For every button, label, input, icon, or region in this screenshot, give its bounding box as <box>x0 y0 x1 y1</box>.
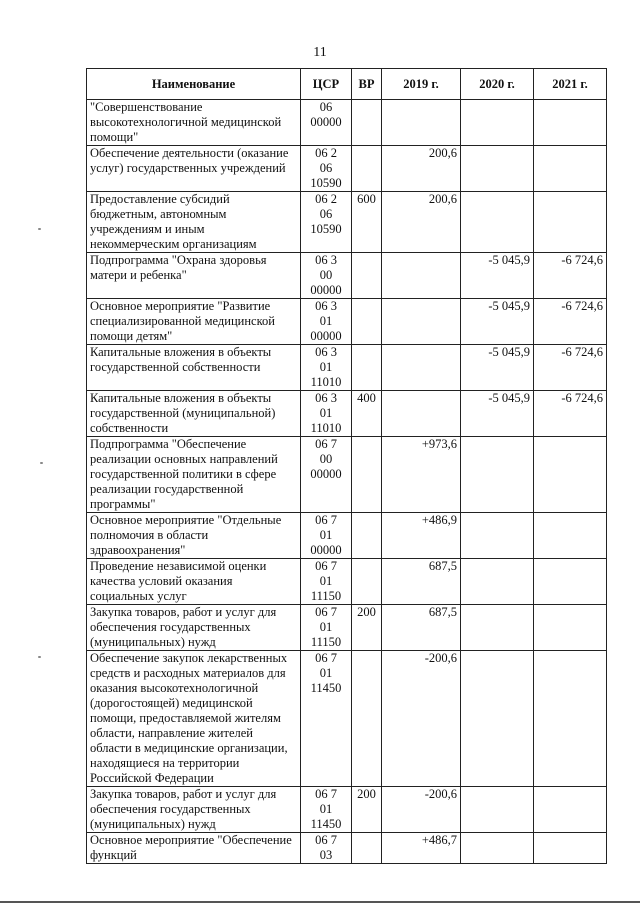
table-row <box>87 787 607 833</box>
csr-code-part: 11150 <box>310 635 342 649</box>
row-csr-cell <box>301 345 352 391</box>
csr-code-part: 01 <box>319 802 333 816</box>
row-2019-cell <box>382 253 461 299</box>
row-2021-cell <box>534 833 607 864</box>
csr-code-part: 06 3 <box>315 391 337 405</box>
header-2021: 2021 г. <box>534 69 607 100</box>
csr-code-part: 06 <box>319 161 333 175</box>
row-2021-cell <box>534 651 607 787</box>
csr-code-part: 01 <box>319 666 333 680</box>
row-2019-cell: 687,5 <box>382 559 461 605</box>
row-csr-cell <box>301 192 352 253</box>
csr-code-part: 06 <box>319 207 333 221</box>
scan-speck <box>38 228 41 230</box>
row-2020-cell <box>461 833 534 864</box>
csr-code-part: 00000 <box>310 115 342 129</box>
csr-code-part: 01 <box>319 620 333 634</box>
row-csr-cell <box>301 391 352 437</box>
row-2021-cell <box>534 605 607 651</box>
row-csr-cell <box>301 787 352 833</box>
csr-code-part: 06 7 <box>315 559 337 573</box>
scan-speck <box>40 462 43 464</box>
row-vr-cell <box>352 513 382 559</box>
table-row <box>87 146 607 192</box>
table-row <box>87 391 607 437</box>
row-2021-cell <box>534 146 607 192</box>
row-2019-cell <box>382 391 461 437</box>
csr-code-part: 11450 <box>310 681 342 695</box>
row-csr-cell <box>301 513 352 559</box>
row-name-cell: Обеспечение деятельности (оказание услуг) государственных учреждений <box>87 146 301 192</box>
row-vr-cell <box>352 345 382 391</box>
row-name-cell: Подпрограмма "Охрана здоровья матери и ребенка" <box>87 253 301 299</box>
row-csr-cell <box>301 100 352 146</box>
row-2021-cell <box>534 787 607 833</box>
csr-code-part: 06 <box>319 100 333 114</box>
table-row <box>87 437 607 513</box>
csr-code-part: 06 3 <box>315 253 337 267</box>
row-2021-cell <box>534 192 607 253</box>
row-name-cell: Проведение независимой оценки качества условий оказания социальных услуг <box>87 559 301 605</box>
row-csr-cell <box>301 605 352 651</box>
csr-code-part: 03 <box>319 848 333 862</box>
table-row <box>87 651 607 787</box>
row-2020-cell <box>461 559 534 605</box>
row-2019-cell: -200,6 <box>382 787 461 833</box>
row-name-cell: Закупка товаров, работ и услуг для обеспечения государственных (муниципальных) нужд <box>87 787 301 833</box>
row-2020-cell: -5 045,9 <box>461 391 534 437</box>
row-csr-cell <box>301 253 352 299</box>
row-name-cell: Основное мероприятие "Обеспечение функций <box>87 833 301 864</box>
scan-speck <box>38 656 41 658</box>
row-vr-cell: 400 <box>352 391 382 437</box>
row-name-cell: Предоставление субсидий бюджетным, автономным учреждениям и иным некоммерческим организациям <box>87 192 301 253</box>
row-2021-cell <box>534 513 607 559</box>
row-2020-cell <box>461 192 534 253</box>
row-2021-cell: -6 724,6 <box>534 391 607 437</box>
row-vr-cell <box>352 299 382 345</box>
csr-code-part: 10590 <box>310 176 342 190</box>
row-vr-cell <box>352 253 382 299</box>
csr-code-part: 11150 <box>310 589 342 603</box>
header-csr: ЦСР <box>301 69 352 100</box>
row-vr-cell <box>352 146 382 192</box>
csr-code-part: 11010 <box>310 375 342 389</box>
row-2020-cell: -5 045,9 <box>461 253 534 299</box>
budget-table <box>86 68 607 864</box>
row-2021-cell <box>534 559 607 605</box>
row-2020-cell: -5 045,9 <box>461 299 534 345</box>
csr-code-part: 06 7 <box>315 651 337 665</box>
csr-code-part: 06 7 <box>315 605 337 619</box>
row-2020-cell <box>461 146 534 192</box>
row-2019-cell: +486,9 <box>382 513 461 559</box>
row-2021-cell: -6 724,6 <box>534 345 607 391</box>
row-2019-cell: 687,5 <box>382 605 461 651</box>
row-2019-cell: 200,6 <box>382 192 461 253</box>
row-csr-cell <box>301 299 352 345</box>
row-vr-cell <box>352 437 382 513</box>
row-2021-cell: -6 724,6 <box>534 299 607 345</box>
row-2020-cell <box>461 651 534 787</box>
row-csr-cell <box>301 146 352 192</box>
row-2020-cell <box>461 605 534 651</box>
csr-code-part: 01 <box>319 360 333 374</box>
row-2020-cell <box>461 787 534 833</box>
row-2019-cell: -200,6 <box>382 651 461 787</box>
csr-code-part: 06 2 <box>315 192 337 206</box>
row-vr-cell <box>352 651 382 787</box>
csr-code-part: 00000 <box>310 283 342 297</box>
row-vr-cell <box>352 833 382 864</box>
row-2019-cell <box>382 299 461 345</box>
row-2020-cell <box>461 513 534 559</box>
csr-code-part: 06 2 <box>315 146 337 160</box>
row-csr-cell <box>301 651 352 787</box>
row-vr-cell <box>352 559 382 605</box>
row-csr-cell <box>301 833 352 864</box>
header-vr: ВР <box>352 69 382 100</box>
row-vr-cell: 200 <box>352 787 382 833</box>
csr-code-part: 01 <box>319 406 333 420</box>
row-2019-cell: +973,6 <box>382 437 461 513</box>
csr-code-part: 11010 <box>310 421 342 435</box>
csr-code-part: 10590 <box>310 222 342 236</box>
row-name-cell: Обеспечение закупок лекарственных средств и расходных материалов для оказания высокотехнологичной (дорогостоящей) медицинской помощи, предоставляемой жителям области, направление жителей области в медицинские организации, находящиеся на территории Российской Федерации <box>87 651 301 787</box>
table-row <box>87 192 607 253</box>
row-2019-cell: 200,6 <box>382 146 461 192</box>
csr-code-part: 01 <box>319 574 333 588</box>
table-row <box>87 345 607 391</box>
row-csr-cell <box>301 437 352 513</box>
csr-code-part: 11450 <box>310 817 342 831</box>
row-name-cell: Закупка товаров, работ и услуг для обеспечения государственных (муниципальных) нужд <box>87 605 301 651</box>
row-2020-cell: -5 045,9 <box>461 345 534 391</box>
row-name-cell: Капитальные вложения в объекты государственной собственности <box>87 345 301 391</box>
row-2021-cell: -6 724,6 <box>534 253 607 299</box>
csr-code-part: 01 <box>319 314 333 328</box>
row-2020-cell <box>461 437 534 513</box>
row-2019-cell <box>382 100 461 146</box>
table-row <box>87 559 607 605</box>
csr-code-part: 06 3 <box>315 299 337 313</box>
csr-code-part: 06 7 <box>315 437 337 451</box>
row-2019-cell: +486,7 <box>382 833 461 864</box>
table-row <box>87 253 607 299</box>
table-row <box>87 833 607 864</box>
row-vr-cell <box>352 100 382 146</box>
csr-code-part: 06 7 <box>315 787 337 801</box>
row-name-cell: Основное мероприятие "Развитие специализированной медицинской помощи детям" <box>87 299 301 345</box>
table-row <box>87 513 607 559</box>
row-2019-cell <box>382 345 461 391</box>
row-vr-cell: 600 <box>352 192 382 253</box>
csr-code-part: 00000 <box>310 467 342 481</box>
header-2020: 2020 г. <box>461 69 534 100</box>
csr-code-part: 01 <box>319 528 333 542</box>
csr-code-part: 00000 <box>310 543 342 557</box>
row-csr-cell <box>301 559 352 605</box>
row-name-cell: Основное мероприятие "Отдельные полномочия в области здравоохранения" <box>87 513 301 559</box>
table-row <box>87 605 607 651</box>
row-name-cell: Капитальные вложения в объекты государственной (муниципальной) собственности <box>87 391 301 437</box>
header-2019: 2019 г. <box>382 69 461 100</box>
row-2020-cell <box>461 100 534 146</box>
row-name-cell: "Совершенствование высокотехнологичной медицинской помощи" <box>87 100 301 146</box>
row-2021-cell <box>534 100 607 146</box>
csr-code-part: 00 <box>319 268 333 282</box>
scan-edge-line <box>0 901 640 903</box>
table-row <box>87 299 607 345</box>
row-name-cell: Подпрограмма "Обеспечение реализации основных направлений государственной политики в сфере реализации государственной программы" <box>87 437 301 513</box>
table-header-row <box>87 69 607 100</box>
csr-code-part: 06 3 <box>315 345 337 359</box>
header-name: Наименование <box>87 69 301 100</box>
table-row <box>87 100 607 146</box>
csr-code-part: 00000 <box>310 329 342 343</box>
csr-code-part: 00 <box>319 452 333 466</box>
csr-code-part: 06 7 <box>315 513 337 527</box>
row-2021-cell <box>534 437 607 513</box>
csr-code-part: 06 7 <box>315 833 337 847</box>
row-vr-cell: 200 <box>352 605 382 651</box>
page-number: 11 <box>313 45 327 60</box>
